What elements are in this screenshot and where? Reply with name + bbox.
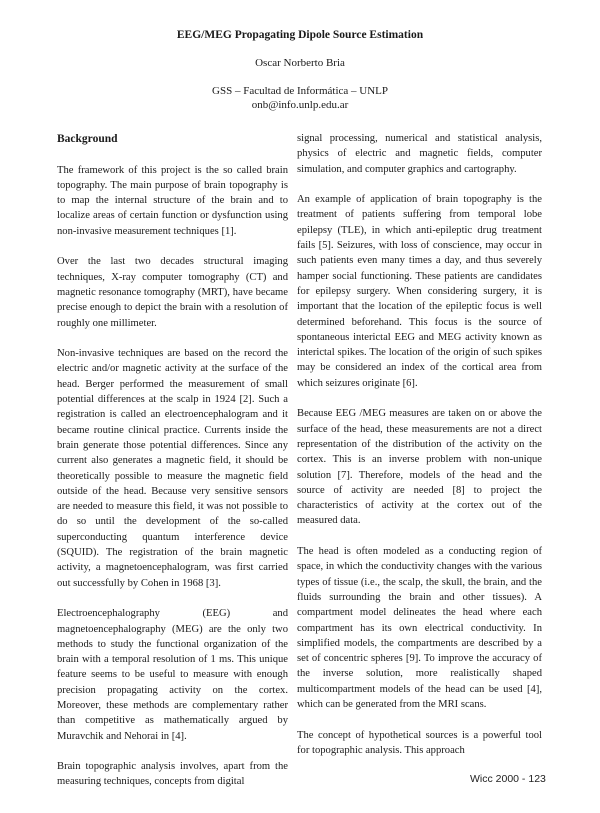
paragraph: The head is often modeled as a conducting region of space, in which the conductivity changes with the various types of tissue (i.e., the scalp, the skull, the brain, and the fluids surrounding the brain and other tissues). A compartment model delineates the head where each compartment has its own electrical conductivity. In simplified models, the compartments are described by a set of concentric spheres [9]. To improve the accuracy of the inverse solution, more realistically shaped multicompartment models of the head can be used [4], which can be generated from the MRI scans. — [297, 546, 542, 710]
right-column — [297, 131, 542, 773]
section-heading: Background — [57, 133, 118, 145]
left-column — [57, 132, 288, 805]
paragraph: An example of application of brain topography is the treatment of patients suffering from temporal lobe epilepsy (TLE), in which anti-epileptic drug treatment fails [5]. Seizures, with loss of conscience, may occur in such patients even many times a day, and thus severely hamper social functioning. These patients are candidates for epilepsy surgery. When considering surgery, it is important that the location of the epileptic focus is well determined beforehand. This focus is the source of spontaneous interictal EEG and MEG activity known as interictal spikes. The location of the origin of such spikes may be considered an index of the cortical area from which seizures originate [6]. — [297, 194, 542, 389]
paragraph: Electroencephalography (EEG) and magnetoencephalography (MEG) are the only two methods to study the functional organization of the brain with a temporal resolution of 1 ms. This unique feature seems to be useful to measure with enough precision propagating activity on the cortex. Moreover, these methods are complementary rather than competitive as mathematically argued by Muravchik and Nehorai in [4]. — [57, 608, 288, 742]
affiliation: GSS – Facultad de Informática – UNLP — [212, 85, 388, 97]
email: onb@info.unlp.edu.ar — [251, 99, 349, 111]
page-footer — [470, 773, 546, 785]
footer-label: Wicc 2000 - — [470, 773, 526, 785]
paragraph: Over the last two decades structural imaging techniques, X-ray computer tomography (CT) and magnetic resonance tomography (MRT), have became precise enough to depict the brain with a resolution of roughly one millimeter. — [57, 256, 288, 329]
paragraph: Because EEG /MEG measures are taken on or above the surface of the head, these measurements are not a direct representation of the distribution of the activity on the cortex. This is an inverse problem with non-unique solution [7]. Therefore, models of the head and the source of activity are needed [8] to project the characteristics of activity at the cortex out of the measured data. — [297, 408, 542, 527]
paper-title: EEG/MEG Propagating Dipole Source Estimation — [176, 29, 424, 41]
paragraph: The framework of this project is the so called brain topography. The main purpose of brain topography is to map the internal structure of the brain and to localize areas of certain function or dysfunction using non-invasive measurement techniques [1]. — [57, 164, 288, 237]
author-name: Oscar Norberto Bria — [255, 57, 345, 69]
paragraph: Brain topographic analysis involves, apart from the measuring techniques, concepts from digital — [57, 761, 288, 788]
author-affiliation-block — [0, 84, 600, 112]
paragraph: The concept of hypothetical sources is a powerful tool for topographic analysis. This approach — [297, 729, 542, 756]
page-number: 123 — [528, 773, 546, 785]
paragraph: Non-invasive techniques are based on the record the electric and/or magnetic activity at the surface of the head. Berger performed the measurement of small potential differences at the scalp in 1924 [2]. Such a registration is called an electroencephalogram and it became routine clinical practice. Currents inside the brain generate those potential differences. Since any current also generates a magnetic field, it should be theoretically possible to measure the magnetic field outside of the head. Because very sensitive sensors are needed to measure this field, it was not possible to do so until the development of the so-called superconducting quantum interference device (SQUID). The registration of the brain magnetic activity, a magnetoencephalogram, was first carried out successfully by Cohen in 1968 [3]. — [57, 348, 288, 589]
paragraph: signal processing, numerical and statistical analysis, physics of electric and magnetic fields, computer simulation, and computer graphics and cartography. — [297, 133, 542, 175]
